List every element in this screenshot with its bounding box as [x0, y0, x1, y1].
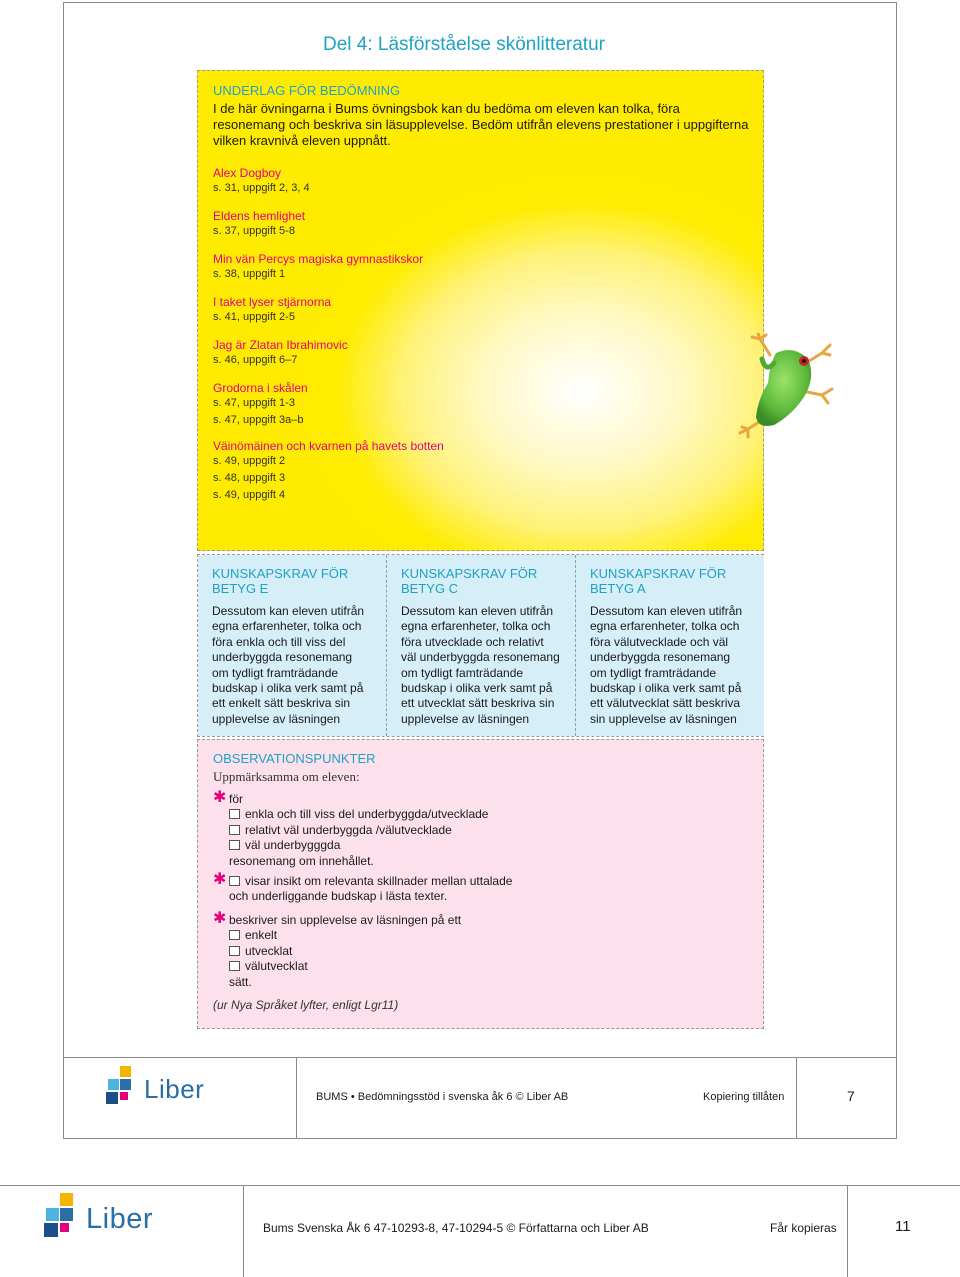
observation-option: utvecklat	[213, 944, 733, 959]
checkbox-icon[interactable]	[229, 946, 240, 956]
logo-square	[106, 1092, 118, 1104]
story-title: Jag är Zlatan Ibrahimovic	[213, 338, 348, 352]
logo-text: Liber	[86, 1203, 153, 1235]
observation-option: enkelt	[213, 928, 733, 943]
observation-group-2	[213, 871, 733, 905]
requirement-column	[198, 555, 387, 736]
assessment-heading: UNDERLAG FÖR BEDÖMNING	[213, 83, 401, 98]
story-title: Väinömäinen och kvarnen på havets botten	[213, 439, 444, 453]
story-title: I taket lyser stjärnorna	[213, 295, 332, 309]
story-reference: s. 41, uppgift 2-5	[213, 311, 295, 323]
liber-logo	[106, 1066, 216, 1110]
story-entry	[213, 209, 513, 240]
footer-rule	[63, 1057, 897, 1058]
observation-lead: ✱ visar insikt om relevanta skillnader mellan uttalade	[213, 871, 513, 888]
story-reference: s. 47, uppgift 1-3	[213, 397, 295, 409]
observation-group-3	[213, 910, 733, 990]
footer-page-number: 7	[847, 1088, 855, 1104]
story-entry	[213, 439, 513, 504]
story-entry	[213, 166, 513, 197]
requirement-title: KUNSKAPSKRAV FÖR BETYG E	[212, 566, 349, 596]
bottom-divider	[847, 1186, 848, 1277]
footer-divider	[796, 1058, 797, 1139]
story-reference: s. 48, uppgift 3	[213, 472, 286, 484]
logo-square	[46, 1208, 59, 1221]
observation-group-1	[213, 789, 733, 869]
story-entry	[213, 252, 513, 283]
page-title: Del 4: Läsförståelse skönlitteratur	[323, 34, 605, 55]
observation-tail: resonemang om innehållet.	[229, 853, 374, 868]
footer-credit: BUMS • Bedömningsstöd i svenska åk 6 © Liber AB	[316, 1091, 569, 1103]
footer-divider	[296, 1058, 297, 1139]
requirements-row	[197, 554, 764, 737]
bottom-credit: Bums Svenska Åk 6 47-10293-8, 47-10294-5 © Författarna och Liber AB	[263, 1221, 649, 1235]
logo-square	[120, 1079, 131, 1090]
bottom-copy: Får kopieras	[770, 1221, 837, 1235]
story-entry	[213, 338, 513, 369]
requirement-text: Dessutom kan eleven utifrån egna erfarenheter, tolka och föra enkla och till viss del underbyggda resonemang om tydligt framträdande budskap i olika verk samt på ett enkelt sätt beskriva sin upplevelse av läsningen	[212, 604, 365, 726]
story-entry	[213, 295, 513, 326]
checkbox-icon[interactable]	[229, 825, 240, 835]
observation-option: väl underbygggda	[213, 838, 733, 853]
story-reference: s. 49, uppgift 2	[213, 455, 286, 467]
bottom-divider	[243, 1186, 244, 1277]
logo-square	[108, 1079, 119, 1090]
observation-lead: ✱ beskriver sin upplevelse av läsningen på ett	[213, 910, 462, 927]
story-reference: s. 46, uppgift 6–7	[213, 354, 298, 366]
bottom-page-number: 11	[895, 1218, 911, 1235]
story-title: Min vän Percys magiska gymnastikskor	[213, 252, 424, 266]
logo-text: Liber	[144, 1074, 205, 1104]
frog-illustration	[718, 333, 858, 443]
story-reference: s. 49, uppgift 4	[213, 489, 286, 501]
observation-option: välutvecklat	[213, 959, 733, 974]
requirement-title: KUNSKAPSKRAV FÖR BETYG A	[590, 566, 727, 596]
story-entry	[213, 381, 513, 429]
observation-option: relativt väl underbyggda /välutvecklade	[213, 823, 733, 838]
story-title: Alex Dogboy	[213, 166, 282, 180]
story-reference: s. 38, uppgift 1	[213, 268, 286, 280]
logo-square	[60, 1223, 69, 1232]
liber-logo-bottom	[44, 1193, 164, 1245]
requirement-text: Dessutom kan eleven utifrån egna erfarenheter, tolka och föra välutvecklade och väl underbyggda resonemang om tydligt framträdande budskap i olika verk samt på ett välutvecklat sätt beskriva sin upplevelse av läsningen	[590, 604, 743, 726]
story-title: Grodorna i skålen	[213, 381, 308, 395]
footer-copy: Kopiering tillåten	[703, 1091, 785, 1103]
requirement-text: Dessutom kan eleven utifrån egna erfarenheter, tolka och föra utvecklade och relativt väl underbyggda resonemang om tydligt famträdande budskap i olika verk samt på ett utvecklat sätt beskriva sin upplevelse av läsningen	[401, 604, 560, 726]
observations-subheading: Uppmärksamma om eleven:	[213, 769, 360, 784]
logo-square	[120, 1092, 128, 1100]
logo-square	[44, 1223, 58, 1237]
observation-tail: och underliggande budskap i lästa texter.	[229, 889, 448, 904]
observation-option: enkla och till viss del underbyggda/utvecklade	[213, 807, 733, 822]
observations-heading: OBSERVATIONSPUNKTER	[213, 751, 376, 766]
checkbox-icon[interactable]	[229, 930, 240, 940]
observation-tail: sätt.	[229, 974, 252, 989]
asterisk-icon: ✱	[213, 789, 227, 806]
asterisk-icon: ✱	[213, 910, 227, 927]
bottom-rule	[0, 1185, 960, 1186]
observations-box	[197, 739, 764, 1029]
requirement-title: KUNSKAPSKRAV FÖR BETYG C	[401, 566, 538, 596]
logo-square	[120, 1066, 131, 1077]
story-reference: s. 47, uppgift 3a–b	[213, 414, 304, 426]
observations-source: (ur Nya Språket lyfter, enligt Lgr11)	[213, 998, 399, 1012]
story-reference: s. 37, uppgift 5-8	[213, 225, 295, 237]
checkbox-icon[interactable]	[229, 840, 240, 850]
story-reference: s. 31, uppgift 2, 3, 4	[213, 182, 310, 194]
checkbox-icon[interactable]	[229, 809, 240, 819]
logo-square	[60, 1208, 73, 1221]
requirement-column	[576, 555, 764, 736]
story-title: Eldens hemlighet	[213, 209, 306, 223]
checkbox-icon[interactable]	[229, 961, 240, 971]
story-list	[213, 166, 513, 516]
logo-square	[60, 1193, 73, 1206]
asterisk-icon: ✱	[213, 871, 227, 888]
observation-lead: ✱ för	[213, 789, 244, 806]
assessment-intro: I de här övningarna i Bums övningsbok kan du bedöma om eleven kan tolka, föra resonemang och beskriva sin läsupplevelse. Bedöm utifrån elevens prestationer i uppgifterna vilken kravnivå eleven uppnått.	[213, 101, 749, 148]
assessment-box	[197, 70, 764, 551]
checkbox-icon[interactable]	[229, 876, 240, 886]
requirement-column	[387, 555, 576, 736]
